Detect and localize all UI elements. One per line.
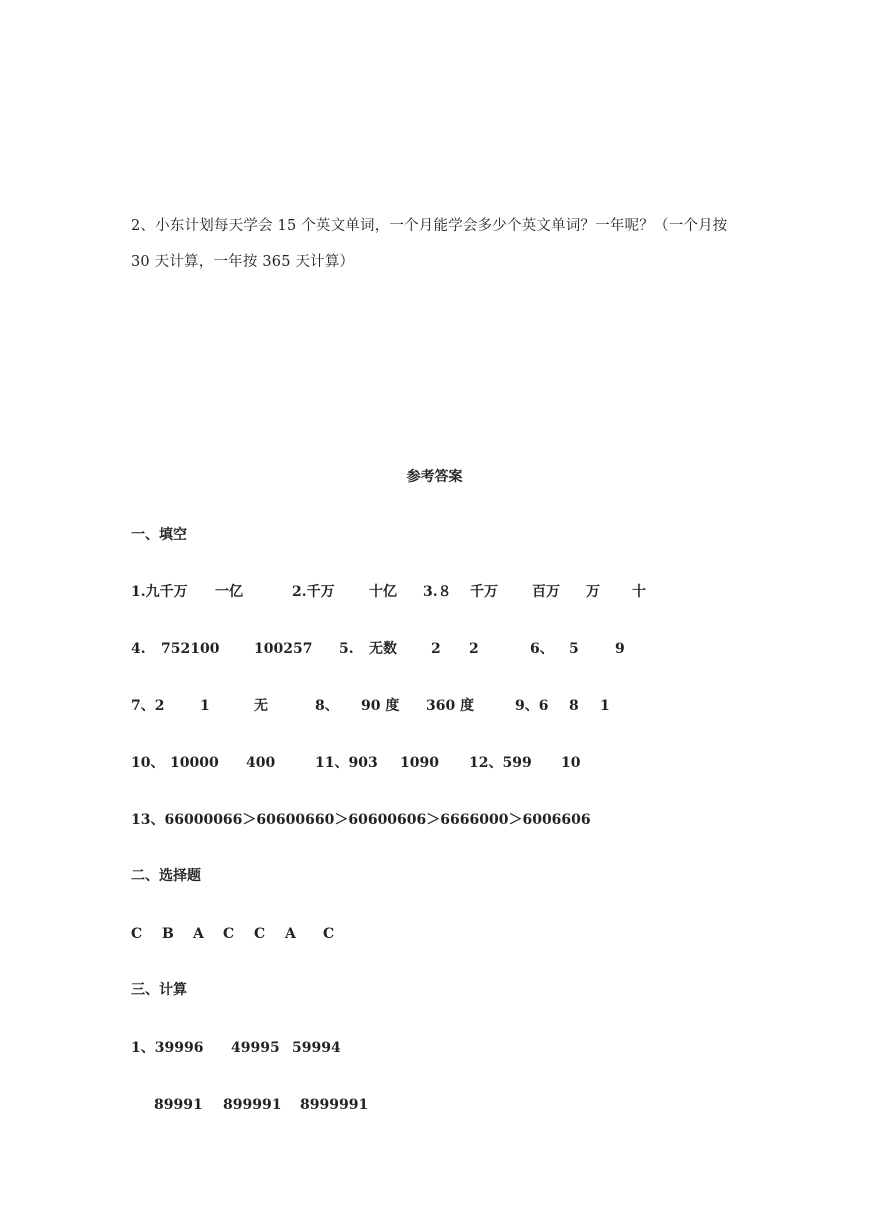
answer-cell: 1: [600, 698, 610, 714]
answer-cell: 3.８: [423, 584, 452, 600]
answer-cell: 无: [254, 698, 268, 714]
answer-cell: 十亿: [369, 584, 397, 600]
answer-cell: 2: [431, 641, 441, 657]
answer-cell: 2.千万: [292, 584, 335, 600]
answer-cell: 1: [200, 698, 210, 714]
answer-cell: 5: [569, 641, 579, 657]
answer-cell: 1、39996: [131, 1040, 204, 1056]
answer-cell: 400: [246, 755, 276, 771]
answer-cell: 100257: [254, 641, 313, 657]
answer-cell: 8、: [315, 698, 339, 714]
answer-cell: 10000: [170, 755, 219, 771]
answer-cell: 无数: [369, 641, 397, 657]
question-2-line-1: 2、小东计划每天学会 15 个英文单词，一个月能学会多少个英文单词？一年呢？（一个月按: [131, 218, 728, 234]
answer-cell: 百万: [532, 584, 560, 600]
choice-answer: A: [285, 926, 296, 942]
answer-cell: 10: [561, 755, 581, 771]
choice-answer: C: [254, 926, 266, 942]
answer-cell: 8999991: [300, 1097, 369, 1113]
answer-cell: 千万: [470, 584, 498, 600]
answer-cell: 10、: [131, 755, 165, 771]
answer-cell: 2: [469, 641, 479, 657]
answer-cell: 6、: [530, 641, 554, 657]
answer-cell: 49995: [231, 1040, 280, 1056]
answer-cell: 8: [569, 698, 579, 714]
answer-cell: 90 度: [361, 698, 400, 714]
answer-cell: 5.: [339, 641, 354, 657]
answer-cell: 11、903: [315, 755, 378, 771]
answers-title: 参考答案: [406, 469, 463, 485]
section-2-heading: 二、选择题: [131, 868, 201, 884]
choice-answer: C: [131, 926, 143, 942]
question-2-line-2: 30 天计算，一年按 365 天计算）: [131, 254, 355, 270]
choice-answer: C: [323, 926, 335, 942]
answer-cell: 7、2: [131, 698, 165, 714]
answer-cell: 十: [632, 584, 646, 600]
choice-answer: C: [223, 926, 235, 942]
answer-cell: 752100: [161, 641, 220, 657]
section-3-heading: 三、计算: [131, 982, 187, 998]
answer-cell: 万: [586, 584, 600, 600]
choice-answer: A: [193, 926, 204, 942]
answer-cell: 12、599: [469, 755, 532, 771]
answer-cell: 89991: [154, 1097, 203, 1113]
choice-answer: B: [162, 926, 174, 942]
answer-cell: 一亿: [215, 584, 243, 600]
answer-cell: 1090: [400, 755, 439, 771]
section-1-heading: 一、填空: [131, 527, 187, 543]
answer-cell: 9: [615, 641, 625, 657]
answer-cell: 1.九千万: [131, 584, 188, 600]
fill-blank-row-5: 13、66000066＞60600660＞60600606＞6666000＞6006606: [131, 812, 591, 828]
answer-cell: 360 度: [426, 698, 475, 714]
answer-cell: 59994: [292, 1040, 341, 1056]
answer-cell: 9、6: [515, 698, 549, 714]
answer-cell: 899991: [223, 1097, 282, 1113]
answer-cell: 4.: [131, 641, 146, 657]
